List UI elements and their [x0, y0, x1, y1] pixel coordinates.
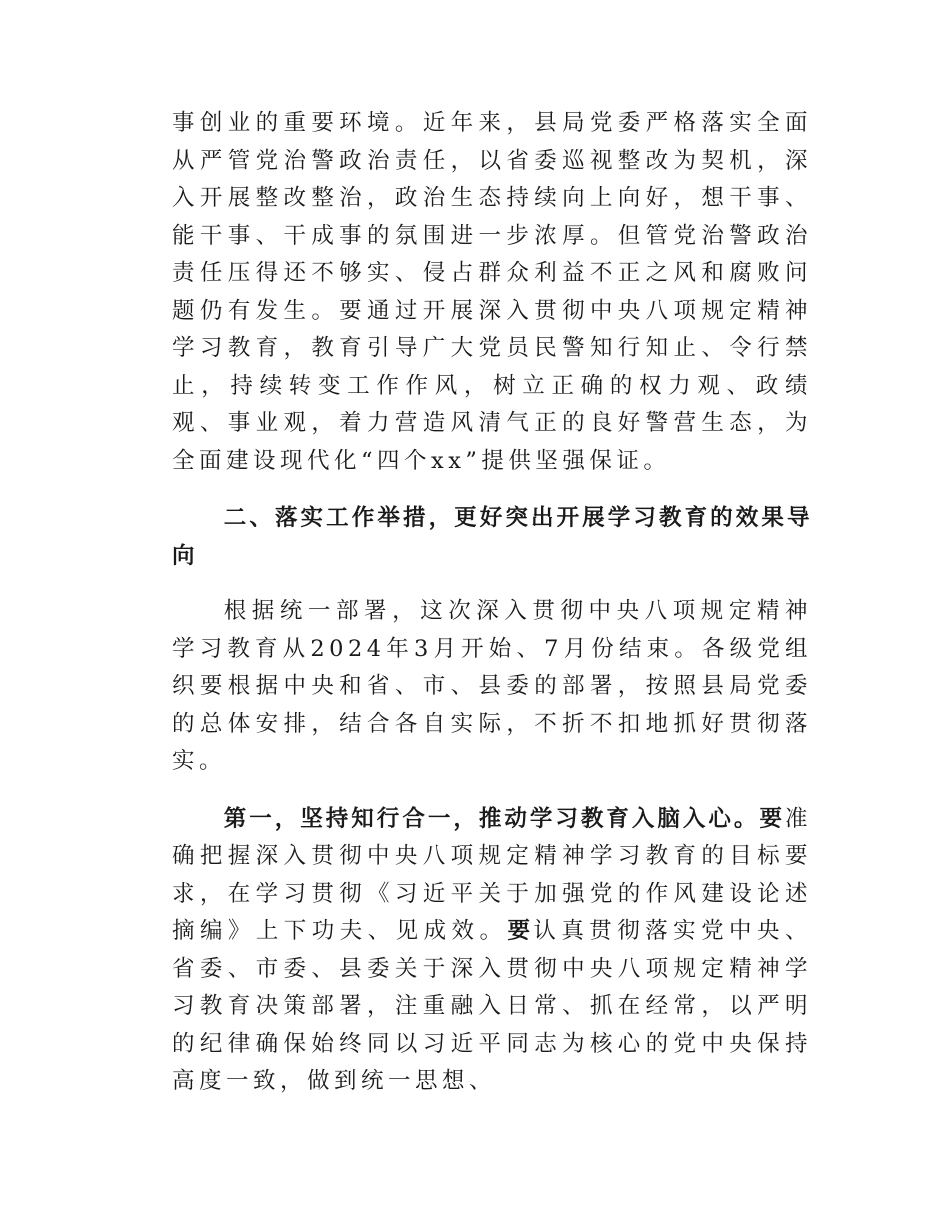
body-paragraph: 根据统一部署，这次深入贯彻中央八项规定精神学习教育从2024年3月开始、7月份结束。各级党组织要根据中央和省、市、县委的部署，按照县局党委的总体安排，结合各自实际，不折不扣地抓好贯彻落实。 — [172, 598, 812, 774]
document-body — [172, 105, 812, 1101]
emphasis-word: 要 — [759, 805, 785, 832]
emphasis-word: 要 — [507, 918, 534, 944]
body-paragraph — [172, 801, 812, 1101]
paragraph-text: 准确把握深入贯彻中央八项规定精神学习教育的目标要求，在学习贯彻《习近平关于加强党的作风建设论述摘编》上下功夫、见成效。 — [172, 805, 812, 944]
body-paragraph: 事创业的重要环境。近年来，县局党委严格落实全面从严管党治警政治责任，以省委巡视整改为契机，深入开展整改整治，政治生态持续向上向好，想干事、能干事、干成事的氛围进一步浓厚。但管党治警政治责任压得还不够实、侵占群众利益不正之风和腐败问题仍有发生。要通过开展深入贯彻中央八项规定精神学习教育，教育引导广大党员民警知行知止、令行禁止，持续转变工作作风，树立正确的权力观、政绩观、事业观，着力营造风清气正的良好警营生态，为全面建设现代化“四个xx”提供坚强保证。 — [172, 110, 812, 474]
section-heading: 二、落实工作举措，更好突出开展学习教育的效果导向 — [172, 505, 812, 569]
paragraph-text: 认真贯彻落实党中央、省委、市委、县委关于深入贯彻中央八项规定精神学习教育决策部署，注重融入日常、抓在经常，以严明的纪律确保始终同以习近平同志为核心的党中央保持高度一致，做到统一思想、 — [172, 918, 812, 1094]
paragraph-lead-heading: 第一，坚持知行合一，推动学习教育入脑入心。 — [223, 805, 760, 832]
